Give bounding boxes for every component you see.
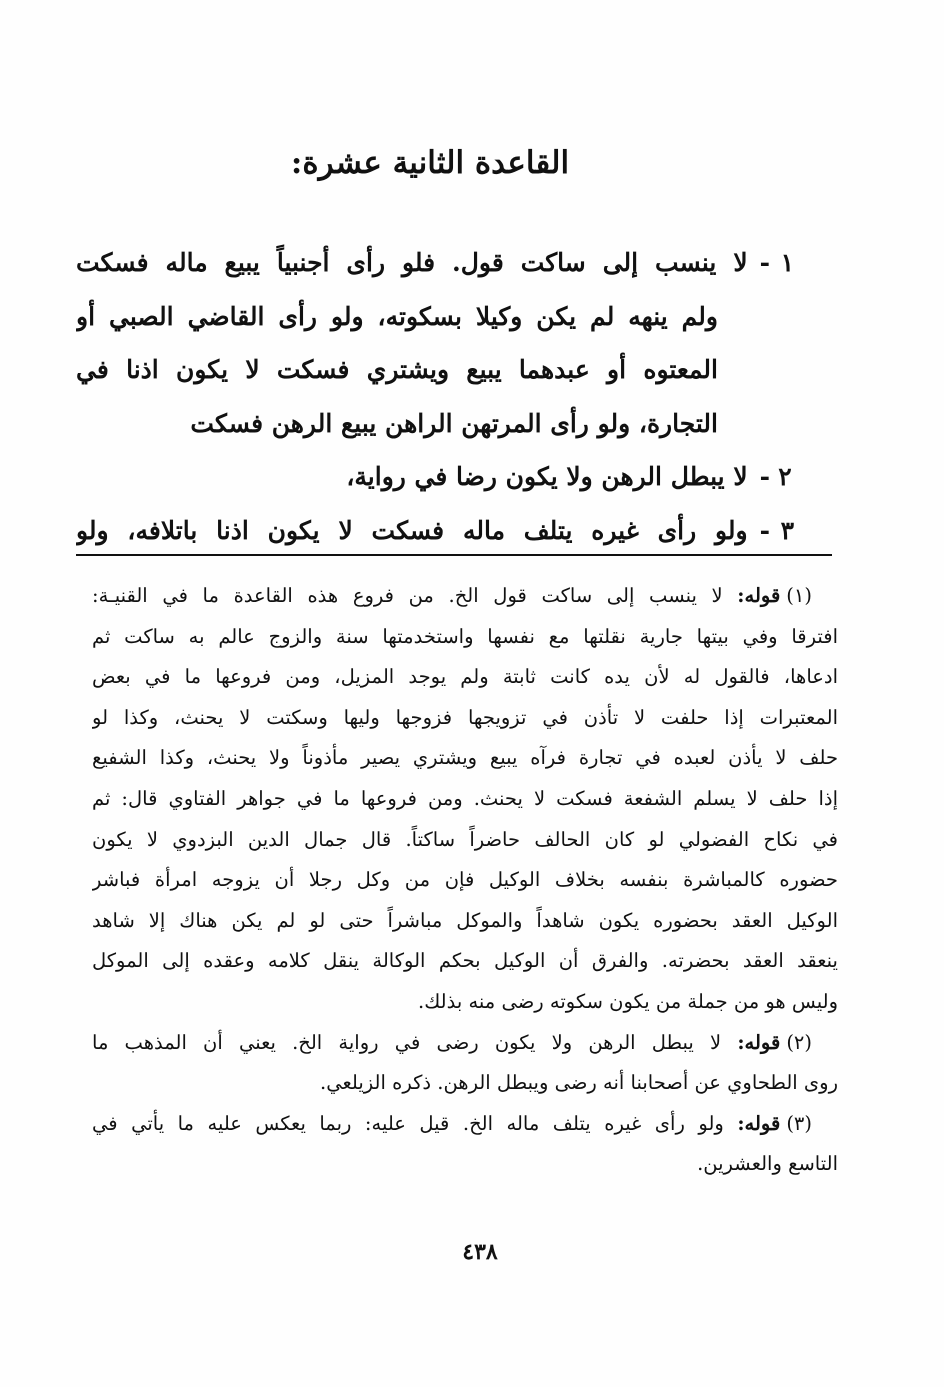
footnote-number: (١) — [786, 584, 812, 607]
main-line-text: المعتوه أو عبدهما يبيع ويشتري فسكت لا يكون اذنا في — [76, 355, 718, 384]
footnote-text: روى الطحاوي عن أصحابنا أنه رضى ويبطل الرهن. ذكره الزيلعي. — [320, 1071, 838, 1095]
page-number: ٤٣٨ — [462, 1239, 498, 1265]
footnote-text: التاسع والعشرين. — [697, 1152, 838, 1176]
footnote-text: ولو رأى غيره يتلف ماله الخ. قيل عليه: ربما يعكس عليه ما يأتي في — [92, 1111, 724, 1135]
footnotes — [92, 576, 838, 1185]
footnote-line — [92, 1104, 838, 1145]
main-line — [76, 343, 794, 397]
footnote-text: لا ينسب إلى ساكت قول الخ. من فروع هذه القاعدة ما في القنيـة: — [92, 584, 723, 607]
footnote-line — [92, 860, 838, 901]
footnote-line — [92, 941, 838, 982]
footnote-keyword: قوله: — [737, 584, 781, 607]
footnote-text: ادعاها، فالقول له لأن يده كانت ثابتة ولم يوجد المزيل، ومن فروعها ما في بعض — [92, 665, 838, 689]
footnote-keyword: قوله: — [737, 1111, 781, 1135]
footnote-line — [92, 1023, 838, 1064]
footnote-text: المعتبرات إذا حلفت لا تأذن في تزويجها فزوجها وليها وسكتت لا يحنث، وكذا لو — [92, 705, 838, 729]
main-line — [76, 290, 794, 344]
footnote-text: إذا حلف لا يسلم الشفعة فسكت لا يحنث. ومن فروعها ما في جواهر الفتاوي قال: ثم — [92, 786, 838, 810]
footnote-text: وليس هو من جملة من يكون سكوته رضى منه بذلك. — [418, 989, 838, 1013]
footnote-line — [92, 617, 838, 658]
item-number: ٣ — [780, 515, 794, 545]
main-line-text: لا يبطل الرهن ولا يكون رضا في رواية، — [346, 462, 748, 491]
footnote-line — [92, 698, 838, 739]
footnote-line — [92, 901, 838, 942]
footnote-text: حلف لا يأذن لعبده في تجارة فرآه يبيع ويشتري يصير مأذوناً ولا يحنث، وكذا الشفيع — [92, 746, 838, 770]
main-line-text: لا ينسب إلى ساكت قول. فلو رأى أجنبياً يبيع ماله فسكت — [76, 248, 748, 277]
footnote-line — [92, 738, 838, 779]
footnote-number: (٣) — [786, 1111, 813, 1135]
footnote-line — [92, 1144, 838, 1185]
footnote-line — [92, 820, 838, 861]
footnote-text: في نكاح الفضولي لو كان الحالف حاضراً ساكتاً. قال جمال الدين البزدوي لا يكون — [92, 827, 838, 851]
footnote-separator — [76, 554, 832, 556]
main-line — [76, 450, 794, 504]
item-dash: - — [759, 462, 770, 491]
footnote-text: الوكيل العقد بحضوره يكون شاهداً والموكل مباشراً حتى لو لم يكن هناك إلا شاهد — [92, 908, 838, 932]
footnote-text: حضوره كالمباشرة بنفسه بخلاف الوكيل فإن من وكل رجلا أن يزوجه امرأة فباشر — [92, 868, 838, 892]
footnote-line — [92, 982, 838, 1023]
main-text — [76, 236, 794, 557]
footnote-number: (٢) — [786, 1030, 813, 1054]
footnote-line — [92, 657, 838, 698]
footnote-text: لا يبطل الرهن ولا يكون رضى في رواية الخ. يعني أن المذهب ما — [92, 1030, 722, 1054]
main-line — [76, 236, 794, 290]
footnote-line — [92, 779, 838, 820]
footnote-text: افترقا وفي بيتها جارية نقلتها مع نفسها واستخدمتها سنة والزوج عالم به ساكت ثم — [92, 624, 838, 648]
item-number: ١ — [780, 248, 794, 277]
footnote-line — [92, 1063, 838, 1104]
main-line — [76, 504, 794, 558]
item-dash: - — [759, 515, 770, 545]
footnote-text: ينعقد العقد بحضرته. والفرق أن الوكيل بحكم الوكالة ينقل كلامه وعقده إلى الموكل — [92, 949, 838, 973]
main-line-text: ولو رأى غيره يتلف ماله فسكت لا يكون اذنا باتلافه، ولو — [76, 515, 748, 545]
main-line — [76, 397, 794, 451]
footnote-line — [92, 576, 838, 617]
item-number: ٢ — [778, 462, 792, 491]
item-dash: - — [759, 248, 770, 277]
main-line-text: التجارة، ولو رأى المرتهن الراهن يبيع الرهن فسكت — [190, 408, 718, 438]
main-line-text: ولم ينهه لم يكن وكيلا بسكوته، ولو رأى القاضي الصبي أو — [76, 301, 718, 331]
section-heading: القاعدة الثانية عشرة: — [290, 145, 570, 181]
footnote-keyword: قوله: — [737, 1030, 781, 1054]
